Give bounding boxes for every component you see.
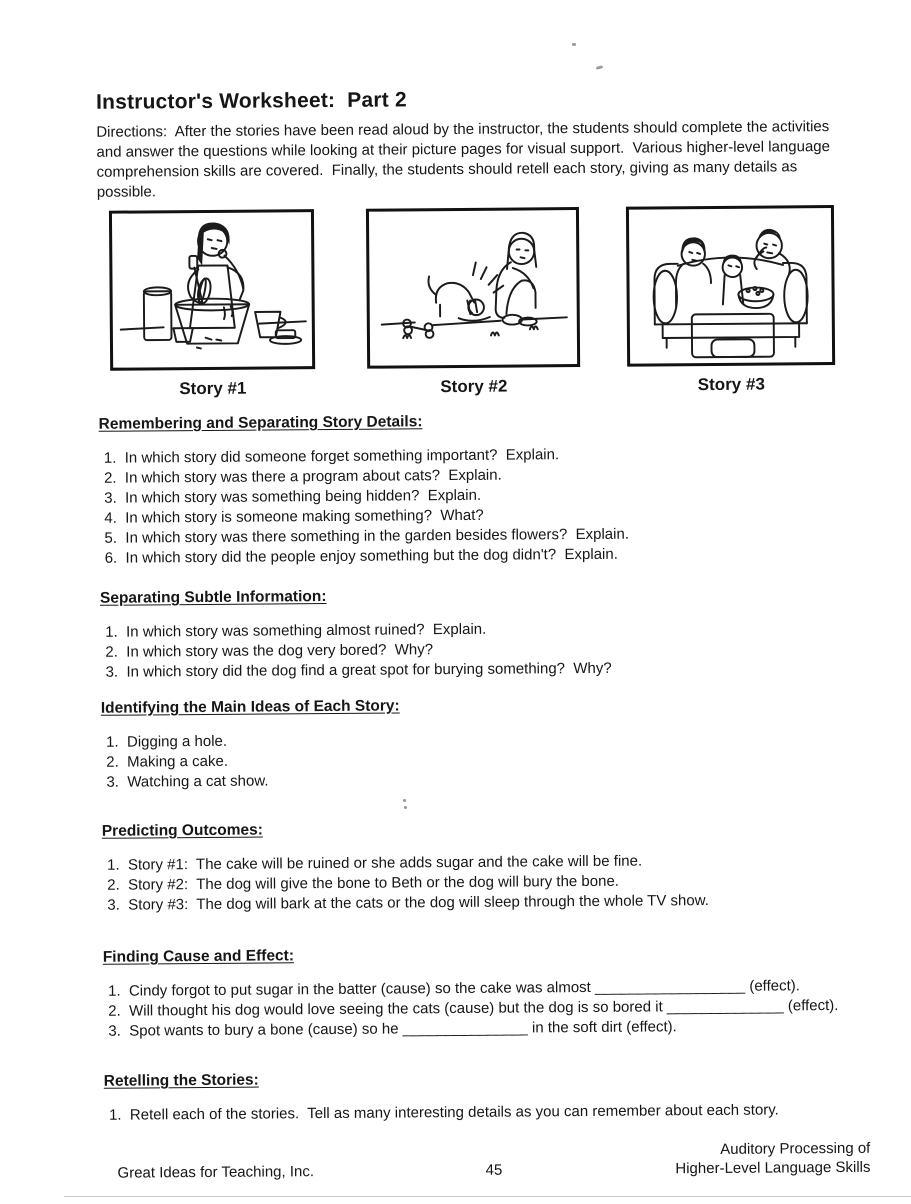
question-list xyxy=(104,1100,870,1126)
story-2-frame xyxy=(366,207,580,369)
dog-digging-illustration xyxy=(369,210,577,366)
section-subtle-information xyxy=(100,583,867,683)
section-heading: Remembering and Separating Story Details: xyxy=(98,413,423,433)
question-list xyxy=(103,976,869,1042)
list-item: In which story was there a program about cats? Explain. xyxy=(124,466,502,487)
list-item: In which story did the dog find a great spot for burying something? Why? xyxy=(126,659,612,681)
family-watching-tv-illustration xyxy=(629,208,832,364)
series-title-line1: Auditory Processing of xyxy=(720,1139,871,1158)
section-heading: Retelling the Stories: xyxy=(103,1071,259,1090)
list-item: Making a cake. xyxy=(127,752,229,771)
story-1-figure xyxy=(109,209,315,401)
story-1-frame xyxy=(109,209,315,371)
cake-mixing-illustration xyxy=(112,212,312,368)
section-cause-and-effect xyxy=(103,942,870,1042)
list-item: In which story was the dog very bored? Why? xyxy=(126,641,434,661)
list-item: In which story was something almost ruined? Explain. xyxy=(126,620,487,641)
scan-speck xyxy=(403,799,406,802)
list-item: In which story did the people enjoy something but the dog didn't? Explain. xyxy=(125,545,618,567)
page-footer xyxy=(104,1139,870,1183)
list-item: In which story was there something in the garden besides flowers? Explain. xyxy=(125,525,630,547)
list-item: Digging a hole. xyxy=(126,732,228,751)
list-item: Spot wants to bury a bone (cause) so he _______________ in the soft dirt (effect). xyxy=(129,1018,677,1040)
list-item: In which story did someone forget something important? Explain. xyxy=(124,446,560,467)
section-heading: Finding Cause and Effect: xyxy=(102,947,295,966)
section-heading: Predicting Outcomes: xyxy=(101,821,263,840)
list-item: Watching a cat show. xyxy=(127,772,269,791)
question-list xyxy=(100,617,866,683)
section-main-ideas xyxy=(101,693,868,793)
section-retelling-stories xyxy=(104,1066,870,1126)
directions-text: Directions: After the stories have been read aloud by the instructor, the students should complete the activities and answer the questions while looking at their picture pages for visual support. Various higher-level language comprehension skills are covered. Finally, the students should retell each story, giving as many details as possible. xyxy=(96,118,835,201)
section-predicting-outcomes xyxy=(102,816,869,916)
section-heading: Identifying the Main Ideas of Each Story: xyxy=(100,697,400,717)
series-title xyxy=(534,1139,871,1180)
list-item: Retell each of the stories. Tell as many interesting details as you can remember about each story. xyxy=(129,1101,779,1124)
list-item: In which story is someone making something? What? xyxy=(125,506,484,527)
section-heading: Separating Subtle Information: xyxy=(99,588,327,607)
list-item: Story #3: The dog will bark at the cats or the dog will sleep through the whole TV show. xyxy=(128,892,709,914)
list-item: Story #1: The cake will be ruined or she adds sugar and the cake will be fine. xyxy=(127,852,643,874)
story-2-caption: Story #2 xyxy=(440,376,508,397)
series-title-line2: Higher-Level Language Skills xyxy=(675,1158,871,1178)
story-3-caption: Story #3 xyxy=(697,374,765,395)
page-number: 45 xyxy=(485,1161,503,1179)
publisher-credit: Great Ideas for Teaching, Inc. xyxy=(117,1163,315,1182)
question-list xyxy=(101,727,867,793)
list-item: Story #2: The dog will give the bone to Beth or the dog will bury the bone. xyxy=(128,872,620,894)
story-1-caption: Story #1 xyxy=(179,378,247,399)
story-2-figure xyxy=(366,207,580,399)
scan-speck xyxy=(572,43,576,46)
page-title: Instructor's Worksheet: Part 2 xyxy=(95,88,407,114)
section-remembering-details xyxy=(99,409,866,569)
scan-speck xyxy=(404,806,407,809)
list-item: Cindy forgot to put sugar in the batter (cause) so the cake was almost __________________ (effect). xyxy=(128,977,800,1000)
story-3-figure xyxy=(626,205,835,397)
list-item: Will thought his dog would love seeing the cats (cause) but the dog is so bored it ______________ (effect). xyxy=(129,997,839,1020)
story-figures-row xyxy=(109,205,864,401)
story-3-frame xyxy=(626,205,835,367)
question-list xyxy=(99,443,866,569)
scan-edge-line xyxy=(64,1196,911,1197)
list-item: In which story was something being hidden? Explain. xyxy=(124,486,482,507)
question-list xyxy=(102,850,868,916)
